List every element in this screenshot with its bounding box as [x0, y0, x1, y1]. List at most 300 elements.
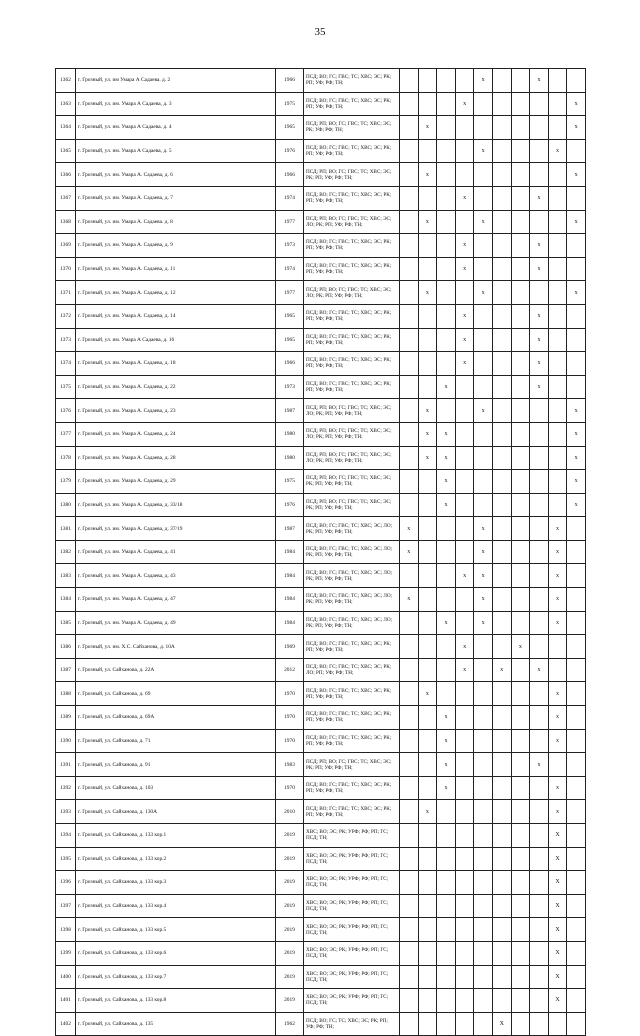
- services-cell: ПСД; ВО; ГС; ГВС; ТС; ХВС; ЭС; ЛО; РК; РП; УФ; РФ; ТН;: [304, 611, 400, 635]
- mark-cell: [530, 871, 549, 895]
- mark-cell: [418, 611, 437, 635]
- year-cell: 1974: [276, 257, 304, 281]
- year-cell: 1976: [276, 139, 304, 163]
- mark-cell: [511, 564, 530, 588]
- mark-cell: [418, 234, 437, 258]
- mark-cell: [492, 92, 511, 116]
- services-cell: ПСД; РП; ВО; ГС; ГВС; ТС; ХВС; ЭС; РК; РП; УФ; РФ; ТН;: [304, 470, 400, 494]
- mark-cell: [567, 234, 586, 258]
- mark-cell: [418, 871, 437, 895]
- mark-cell: [567, 1012, 586, 1036]
- mark-cell: [530, 776, 549, 800]
- year-cell: 2019: [276, 965, 304, 989]
- services-cell: ПСД; ВО; ГС; ГВС; ТС; ХВС; ЭС; РК; РП; УФ; РФ; ТН;: [304, 352, 400, 376]
- year-cell: 1973: [276, 234, 304, 258]
- mark-cell: [400, 470, 419, 494]
- year-cell: 2012: [276, 658, 304, 682]
- mark-cell: [474, 965, 493, 989]
- mark-cell: [400, 186, 419, 210]
- mark-cell: [492, 139, 511, 163]
- mark-cell: [492, 493, 511, 517]
- mark-cell: X: [548, 918, 567, 942]
- row-number: 1367: [56, 186, 76, 210]
- mark-cell: [418, 706, 437, 730]
- mark-cell: [455, 871, 474, 895]
- address-cell: г. Грозный, ул. им. Умара А. Садаева, д. 43: [76, 564, 276, 588]
- mark-cell: x: [418, 422, 437, 446]
- mark-cell: [400, 658, 419, 682]
- mark-cell: x: [418, 800, 437, 824]
- mark-cell: [474, 658, 493, 682]
- mark-cell: [474, 163, 493, 187]
- mark-cell: [418, 352, 437, 376]
- mark-cell: [418, 753, 437, 777]
- mark-cell: X: [548, 965, 567, 989]
- mark-cell: x: [474, 69, 493, 93]
- mark-cell: x: [548, 706, 567, 730]
- table-row: [56, 729, 586, 753]
- mark-cell: X: [492, 1012, 511, 1036]
- mark-cell: [511, 611, 530, 635]
- address-cell: г. Грозный, ул. им. Умара А. Садаева, д. 12: [76, 281, 276, 305]
- mark-cell: [511, 116, 530, 140]
- mark-cell: [437, 163, 456, 187]
- services-cell: ХВС; ВО; ЭС; РК; УРФ; РФ; РП; ГС; ПСД; ТН;: [304, 989, 400, 1013]
- mark-cell: [400, 210, 419, 234]
- services-cell: ХВС; ВО; ЭС; РК; УРФ; РФ; РП; ГС; ПСД; ТН;: [304, 824, 400, 848]
- services-cell: ХВС; ВО; ЭС; РК; УРФ; РФ; РП; ГС; ПСД; ТН;: [304, 894, 400, 918]
- row-number: 1375: [56, 375, 76, 399]
- mark-cell: [418, 941, 437, 965]
- mark-cell: [492, 517, 511, 541]
- year-cell: 2019: [276, 918, 304, 942]
- mark-cell: x: [548, 588, 567, 612]
- mark-cell: [437, 941, 456, 965]
- table-row: [56, 517, 586, 541]
- mark-cell: [418, 658, 437, 682]
- services-cell: ПСД; ВО; ГС; ГВС; ТС; ХВС; ЭС; ЛО; РК; РП; УФ; РФ; ТН;: [304, 588, 400, 612]
- mark-cell: [530, 682, 549, 706]
- address-cell: г. Грозный, ул. им. Умара А. Садаева, д. 33/18: [76, 493, 276, 517]
- row-number: 1373: [56, 328, 76, 352]
- mark-cell: [511, 517, 530, 541]
- mark-cell: [511, 210, 530, 234]
- mark-cell: [511, 328, 530, 352]
- mark-cell: [437, 399, 456, 423]
- mark-cell: [530, 918, 549, 942]
- mark-cell: [437, 116, 456, 140]
- mark-cell: [455, 965, 474, 989]
- row-number: 1382: [56, 540, 76, 564]
- row-number: 1401: [56, 989, 76, 1013]
- mark-cell: [400, 706, 419, 730]
- services-cell: ПСД; РП; ВО; ГС; ГВС; ТС; ХВС; ЭС; ЛО; РК; РП; УФ; РФ; ТН;: [304, 399, 400, 423]
- mark-cell: x: [455, 328, 474, 352]
- mark-cell: [567, 871, 586, 895]
- services-cell: ПСД; ВО; ГС; ГВС; ТС; ХВС; ЭС; РК; РП; УФ; РФ; ТН;: [304, 304, 400, 328]
- row-number: 1390: [56, 729, 76, 753]
- mark-cell: [492, 847, 511, 871]
- mark-cell: [492, 281, 511, 305]
- mark-cell: [474, 847, 493, 871]
- mark-cell: x: [418, 399, 437, 423]
- mark-cell: [437, 540, 456, 564]
- row-number: 1399: [56, 941, 76, 965]
- mark-cell: [492, 776, 511, 800]
- address-cell: г. Грозный, ул. Сайханова, д. 133 кор.2: [76, 847, 276, 871]
- mark-cell: [492, 918, 511, 942]
- mark-cell: x: [455, 658, 474, 682]
- table-row: [56, 658, 586, 682]
- services-cell: ПСД; РП; ВО; ГС; ГВС; ТС; ХВС; ЭС; РК; РП; УФ; РФ; ТН;: [304, 493, 400, 517]
- mark-cell: [567, 800, 586, 824]
- mark-cell: [437, 871, 456, 895]
- mark-cell: [530, 847, 549, 871]
- mark-cell: [567, 257, 586, 281]
- mark-cell: [400, 847, 419, 871]
- mark-cell: [400, 163, 419, 187]
- mark-cell: x: [455, 635, 474, 659]
- mark-cell: [511, 304, 530, 328]
- services-cell: ПСД; РП; ВО; ГС; ГВС; ТС; ХВС; ЭС; ЛО; РК; РП; УФ; РФ; ТН;: [304, 210, 400, 234]
- mark-cell: [511, 776, 530, 800]
- address-cell: г. Грозный, ул. им. Умара А. Садаева, д. 14: [76, 304, 276, 328]
- mark-cell: [400, 824, 419, 848]
- mark-cell: [437, 69, 456, 93]
- table-row: [56, 776, 586, 800]
- services-cell: ХВС; ВО; ЭС; РК; УРФ; РФ; РП; ГС; ПСД; ТН;: [304, 918, 400, 942]
- mark-cell: X: [548, 871, 567, 895]
- mark-cell: x: [548, 800, 567, 824]
- mark-cell: [567, 894, 586, 918]
- mark-cell: [492, 588, 511, 612]
- mark-cell: x: [418, 446, 437, 470]
- mark-cell: [474, 116, 493, 140]
- mark-cell: [567, 69, 586, 93]
- mark-cell: X: [548, 894, 567, 918]
- mark-cell: [492, 352, 511, 376]
- mark-cell: [455, 540, 474, 564]
- address-cell: г. Грозный, ул. им. Умара А. Садаева, д. 24: [76, 422, 276, 446]
- mark-cell: [492, 729, 511, 753]
- mark-cell: x: [567, 470, 586, 494]
- mark-cell: [530, 163, 549, 187]
- mark-cell: [548, 375, 567, 399]
- mark-cell: x: [548, 139, 567, 163]
- mark-cell: [455, 729, 474, 753]
- mark-cell: [400, 729, 419, 753]
- mark-cell: [437, 918, 456, 942]
- mark-cell: [418, 186, 437, 210]
- mark-cell: [437, 847, 456, 871]
- mark-cell: [548, 234, 567, 258]
- mark-cell: x: [530, 328, 549, 352]
- mark-cell: [492, 446, 511, 470]
- year-cell: 1970: [276, 776, 304, 800]
- row-number: 1365: [56, 139, 76, 163]
- mark-cell: [548, 304, 567, 328]
- mark-cell: [418, 894, 437, 918]
- row-number: 1370: [56, 257, 76, 281]
- mark-cell: [455, 375, 474, 399]
- mark-cell: [418, 564, 437, 588]
- address-cell: г. Грозный, ул. им. Умара А. Садаева, д. 9: [76, 234, 276, 258]
- mark-cell: [548, 635, 567, 659]
- mark-cell: [548, 92, 567, 116]
- mark-cell: [567, 328, 586, 352]
- mark-cell: [492, 989, 511, 1013]
- table-row: [56, 234, 586, 258]
- table-row: [56, 847, 586, 871]
- mark-cell: [511, 847, 530, 871]
- mark-cell: x: [455, 234, 474, 258]
- services-cell: ПСД; РП; ВО; ГС; ГВС; ТС; ХВС; ЭС; РК; УФ; РФ; ТН;: [304, 116, 400, 140]
- services-cell: ПСД; ВО; ГС; ГВС; ТС; ХВС; ЭС; РК; РП; УФ; РФ; ТН;: [304, 328, 400, 352]
- mark-cell: x: [474, 517, 493, 541]
- mark-cell: [437, 352, 456, 376]
- year-cell: 1970: [276, 706, 304, 730]
- mark-cell: [474, 304, 493, 328]
- mark-cell: x: [437, 729, 456, 753]
- mark-cell: [418, 635, 437, 659]
- address-cell: г. Грозный, ул. Сайханова, д. 133 кор.6: [76, 941, 276, 965]
- mark-cell: [567, 989, 586, 1013]
- mark-cell: [548, 422, 567, 446]
- services-cell: ПСД; ВО; ГС; ГВС; ТС; ХВС; ЭС; ЛО; РК; РП; УФ; РФ; ТН;: [304, 517, 400, 541]
- mark-cell: [400, 871, 419, 895]
- services-cell: ПСД; ВО; ГС; ГВС; ТС; ХВС; ЭС; РК; РП; УФ; РФ; ТН;: [304, 139, 400, 163]
- mark-cell: [548, 493, 567, 517]
- mark-cell: [400, 1012, 419, 1036]
- year-cell: 1962: [276, 1012, 304, 1036]
- table-row: [56, 422, 586, 446]
- year-cell: 1980: [276, 422, 304, 446]
- mark-cell: [492, 69, 511, 93]
- year-cell: 1983: [276, 753, 304, 777]
- mark-cell: x: [567, 210, 586, 234]
- mark-cell: [400, 941, 419, 965]
- mark-cell: [567, 847, 586, 871]
- year-cell: 1970: [276, 729, 304, 753]
- mark-cell: x: [437, 422, 456, 446]
- mark-cell: x: [492, 658, 511, 682]
- row-number: 1371: [56, 281, 76, 305]
- table-row: [56, 328, 586, 352]
- services-cell: ХВС; ВО; ЭС; РК; УРФ; РФ; РП; ГС; ПСД; ТН;: [304, 847, 400, 871]
- mark-cell: [474, 989, 493, 1013]
- mark-cell: x: [567, 116, 586, 140]
- services-cell: ПСД; ВО; ГС; ГВС; ТС; ХВС; ЭС; РК; РП; УФ; РФ; ТН;: [304, 234, 400, 258]
- mark-cell: x: [474, 399, 493, 423]
- address-cell: г. Грозный, ул. Сайханова, д. 133 кор.5: [76, 918, 276, 942]
- mark-cell: [400, 352, 419, 376]
- mark-cell: x: [548, 776, 567, 800]
- address-cell: г. Грозный, ул. им. Умара А. Садаева. д. 8: [76, 210, 276, 234]
- mark-cell: [530, 588, 549, 612]
- mark-cell: x: [567, 281, 586, 305]
- mark-cell: [418, 965, 437, 989]
- mark-cell: [400, 800, 419, 824]
- address-cell: г. Грозный, ул. им. Умара А. Садаева, д. 28: [76, 446, 276, 470]
- mark-cell: [418, 729, 437, 753]
- mark-cell: [492, 564, 511, 588]
- mark-cell: [511, 375, 530, 399]
- mark-cell: [530, 210, 549, 234]
- mark-cell: [530, 564, 549, 588]
- mark-cell: [474, 635, 493, 659]
- mark-cell: [548, 210, 567, 234]
- row-number: 1391: [56, 753, 76, 777]
- mark-cell: [511, 352, 530, 376]
- services-cell: ПСД; РП; ВО; ГС; ГВС; ТС; ХВС; ЭС; ЛО; РК; РП; УФ; РФ; ТН;: [304, 281, 400, 305]
- mark-cell: x: [418, 281, 437, 305]
- mark-cell: [400, 139, 419, 163]
- mark-cell: x: [400, 540, 419, 564]
- mark-cell: [530, 965, 549, 989]
- year-cell: 1965: [276, 328, 304, 352]
- mark-cell: [418, 824, 437, 848]
- mark-cell: X: [548, 941, 567, 965]
- table-row: [56, 540, 586, 564]
- address-cell: г. Грозный, ул. им. Умара А Садаева, д. 16: [76, 328, 276, 352]
- address-cell: г. Грозный, ул. Сайханова, д. 103: [76, 776, 276, 800]
- year-cell: 2019: [276, 871, 304, 895]
- mark-cell: x: [437, 706, 456, 730]
- mark-cell: [455, 493, 474, 517]
- table-row: [56, 611, 586, 635]
- mark-cell: [437, 281, 456, 305]
- mark-cell: [567, 304, 586, 328]
- address-cell: г. Грозный, ул. им Умара А Садаева. д. 2: [76, 69, 276, 93]
- mark-cell: [418, 470, 437, 494]
- mark-cell: [530, 493, 549, 517]
- mark-cell: [567, 540, 586, 564]
- mark-cell: [455, 470, 474, 494]
- mark-cell: [437, 210, 456, 234]
- mark-cell: [400, 422, 419, 446]
- mark-cell: [437, 304, 456, 328]
- mark-cell: [530, 729, 549, 753]
- mark-cell: [548, 470, 567, 494]
- table-row: [56, 69, 586, 93]
- mark-cell: [455, 517, 474, 541]
- mark-cell: x: [437, 493, 456, 517]
- table-row: [56, 965, 586, 989]
- mark-cell: x: [418, 163, 437, 187]
- mark-cell: [437, 965, 456, 989]
- mark-cell: [400, 989, 419, 1013]
- mark-cell: [567, 186, 586, 210]
- mark-cell: [455, 989, 474, 1013]
- mark-cell: [418, 847, 437, 871]
- mark-cell: [455, 753, 474, 777]
- mark-cell: [400, 965, 419, 989]
- mark-cell: x: [474, 540, 493, 564]
- mark-cell: [511, 706, 530, 730]
- mark-cell: [492, 800, 511, 824]
- mark-cell: [474, 941, 493, 965]
- row-number: 1363: [56, 92, 76, 116]
- mark-cell: [400, 753, 419, 777]
- mark-cell: [511, 446, 530, 470]
- mark-cell: [511, 871, 530, 895]
- mark-cell: [437, 658, 456, 682]
- row-number: 1388: [56, 682, 76, 706]
- mark-cell: x: [437, 753, 456, 777]
- table-row: [56, 588, 586, 612]
- mark-cell: [437, 92, 456, 116]
- table-row: [56, 210, 586, 234]
- table-row: [56, 941, 586, 965]
- services-cell: ПСД; ВО; ГС; ГВС; ТС; ХВС; ЭС; РК; РП; УФ; РФ; ТН;: [304, 635, 400, 659]
- year-cell: 2019: [276, 824, 304, 848]
- mark-cell: [530, 824, 549, 848]
- row-number: 1368: [56, 210, 76, 234]
- mark-cell: x: [530, 658, 549, 682]
- table-row: [56, 163, 586, 187]
- mark-cell: [455, 682, 474, 706]
- row-number: 1398: [56, 918, 76, 942]
- services-cell: ПСД; ВО; ГС; ГВС; ТС; ХВС; ЭС; РК; РП; УФ; РФ; ТН;: [304, 375, 400, 399]
- mark-cell: [548, 163, 567, 187]
- mark-cell: [511, 894, 530, 918]
- mark-cell: x: [418, 210, 437, 234]
- year-cell: 1984: [276, 588, 304, 612]
- services-cell: ХВС; ВО; ЭС; РК; УРФ; РФ; РП; ГС; ПСД; ТН;: [304, 965, 400, 989]
- mark-cell: [530, 281, 549, 305]
- mark-cell: [474, 706, 493, 730]
- row-number: 1389: [56, 706, 76, 730]
- address-cell: г. Грозный, ул. им. Умара А. Садаева, д. 41: [76, 540, 276, 564]
- table-row: [56, 375, 586, 399]
- mark-cell: [567, 682, 586, 706]
- mark-cell: [492, 824, 511, 848]
- mark-cell: [492, 871, 511, 895]
- mark-cell: [474, 918, 493, 942]
- row-number: 1376: [56, 399, 76, 423]
- mark-cell: [548, 1012, 567, 1036]
- address-cell: г. Грозный, ул. им. Умара А. Садаева, д. 6: [76, 163, 276, 187]
- mark-cell: [548, 446, 567, 470]
- mark-cell: [492, 116, 511, 140]
- year-cell: 2019: [276, 941, 304, 965]
- mark-cell: [530, 800, 549, 824]
- mark-cell: [492, 753, 511, 777]
- mark-cell: x: [548, 682, 567, 706]
- mark-cell: [455, 847, 474, 871]
- mark-cell: x: [437, 470, 456, 494]
- mark-cell: [400, 399, 419, 423]
- year-cell: 1977: [276, 281, 304, 305]
- mark-cell: [530, 139, 549, 163]
- mark-cell: [474, 446, 493, 470]
- mark-cell: x: [400, 588, 419, 612]
- mark-cell: [418, 375, 437, 399]
- address-cell: г. Грозный, ул. им. Х.С. Сайханова, д. 10А: [76, 635, 276, 659]
- mark-cell: x: [455, 257, 474, 281]
- mark-cell: [400, 682, 419, 706]
- mark-cell: x: [548, 517, 567, 541]
- mark-cell: [492, 470, 511, 494]
- year-cell: 1965: [276, 304, 304, 328]
- table-row: [56, 800, 586, 824]
- mark-cell: [418, 517, 437, 541]
- row-number: 1379: [56, 470, 76, 494]
- mark-cell: [400, 894, 419, 918]
- mark-cell: [418, 328, 437, 352]
- mark-cell: [548, 328, 567, 352]
- mark-cell: [492, 422, 511, 446]
